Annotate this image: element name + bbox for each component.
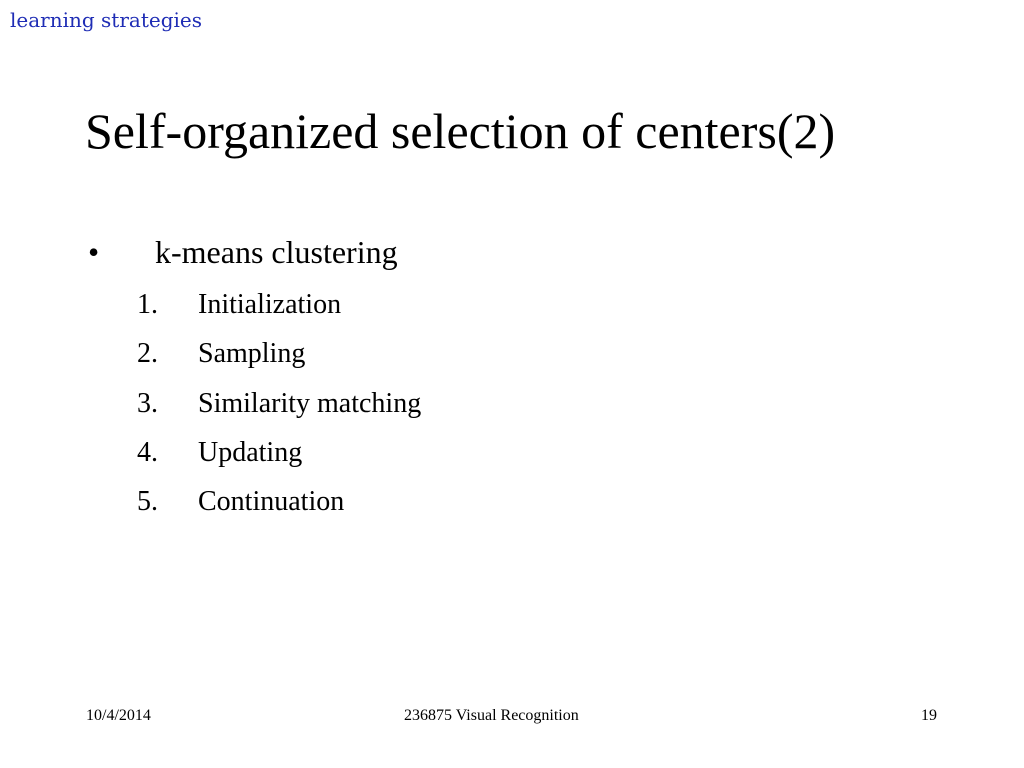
list-item xyxy=(137,483,421,532)
bullet-item xyxy=(88,232,398,272)
list-item xyxy=(137,434,421,483)
slide-number: 19 xyxy=(921,707,937,724)
step-number: 1. xyxy=(137,289,158,320)
step-label: Sampling xyxy=(198,338,306,370)
step-label: Updating xyxy=(198,436,303,468)
section-label: learning strategies xyxy=(10,8,202,32)
step-number: 3. xyxy=(137,387,158,419)
bullet-text: k-means clustering xyxy=(155,234,398,270)
step-list xyxy=(137,286,421,532)
step-number: 4. xyxy=(137,436,158,468)
step-label: Initialization xyxy=(198,289,342,320)
step-label: Similarity matching xyxy=(198,387,422,419)
list-item xyxy=(137,335,421,384)
footer-date: 10/4/2014 xyxy=(86,707,151,724)
step-number: 5. xyxy=(137,486,158,517)
footer-course-title: 236875 Visual Recognition xyxy=(404,707,579,724)
slide-title: Self-organized selection of centers(2) xyxy=(85,103,836,159)
step-number: 2. xyxy=(137,338,158,370)
bullet-symbol: • xyxy=(88,234,100,270)
step-label: Continuation xyxy=(198,486,345,517)
list-item xyxy=(137,385,421,434)
list-item xyxy=(137,286,421,335)
